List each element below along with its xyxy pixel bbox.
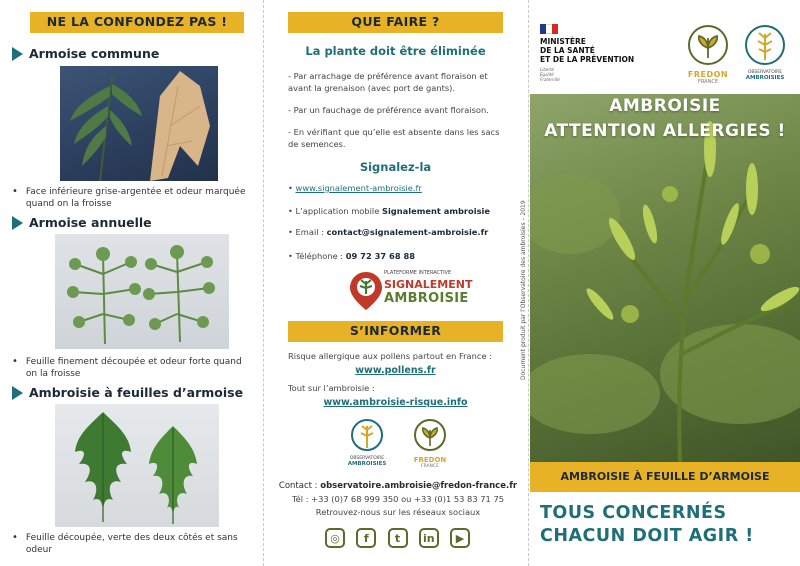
ministry-logo: MINISTÈRE DE LA SANTÉ ET DE LA PRÉVENTION Liberté Égalité Fraternité xyxy=(540,24,660,82)
signalement-ambroisie-logo: PLATEFORME INTERACTIVE SIGNALEMENT AMBROISIE xyxy=(346,266,466,312)
report-title: Signalez-la xyxy=(359,160,432,174)
action-banner: QUE FAIRE ? xyxy=(288,12,503,33)
observatoire-logo: OBSERVATOIRE AMBROISIES xyxy=(740,24,790,81)
armoise-commune-photo xyxy=(60,66,218,181)
fredon-logo-small: FREDON FRANCE xyxy=(408,418,452,470)
report-app-name: Signalement ambroisie xyxy=(381,206,490,216)
action-item: - Par un fauchage de préférence avant floraison. xyxy=(288,105,489,115)
ambroisie-leaf-photo xyxy=(55,404,219,527)
armoise-annuelle-photo xyxy=(55,234,229,349)
fredon-logo: FREDON FRANCE xyxy=(685,24,731,85)
linkedin-icon[interactable]: in xyxy=(419,528,439,548)
info-banner: S’INFORMER xyxy=(288,321,503,342)
report-phone-row: • Téléphone : 09 72 37 68 88 xyxy=(288,251,416,261)
contact-social-text: Retrouvez-nous sur les réseaux sociaux xyxy=(315,507,481,517)
observatoire-emblem-icon xyxy=(744,24,786,66)
triangle-marker-icon xyxy=(12,47,23,61)
social-icons-row xyxy=(325,528,470,548)
info-pollen-text: Risque allergique aux pollens partout en France : xyxy=(288,351,492,361)
item-description-armoise-annuelle: • Feuille finement découpée et odeur forte quand on la froisse xyxy=(12,356,242,379)
item-title: Armoise commune xyxy=(29,46,160,61)
facebook-icon[interactable]: f xyxy=(356,528,376,548)
report-app-row: • L’application mobile Signalement ambroisie xyxy=(288,206,490,216)
map-pin-icon xyxy=(348,270,384,312)
report-email[interactable]: contact@signalement-ambroisie.fr xyxy=(326,227,489,237)
triangle-marker-icon xyxy=(12,386,23,400)
report-phone: 09 72 37 68 88 xyxy=(345,251,416,261)
instagram-icon[interactable]: ◎ xyxy=(325,528,345,548)
contact-email[interactable]: observatoire.ambroisie@fredon-france.fr xyxy=(320,481,518,491)
slogan-line2: CHACUN DOIT AGIR ! xyxy=(540,526,754,546)
action-item: - Par arrachage de préférence avant floraison et avant la grenaison (avec port de gants). xyxy=(288,71,488,93)
youtube-icon[interactable]: ▶ xyxy=(450,528,470,548)
item-title: Ambroisie à feuilles d’armoise xyxy=(29,385,244,400)
item-heading-ambroisie xyxy=(12,385,243,400)
hero-title-line2: ATTENTION ALLERGIES ! xyxy=(544,121,786,141)
fredon-emblem-icon xyxy=(687,24,729,66)
report-email-row: • Email : contact@signalement-ambroisie.fr xyxy=(288,227,489,237)
contact-phone: Tél : +33 (0)7 68 999 350 ou +33 (0)1 53 83 71 75 xyxy=(291,494,505,504)
item-heading-armoise-annuelle xyxy=(12,215,152,230)
plant-caption: AMBROISIE À FEUILLE D’ARMOISE xyxy=(530,462,800,492)
confusion-banner: NE LA CONFONDEZ PAS ! xyxy=(30,12,244,33)
report-site-link[interactable]: www.signalement-ambroisie.fr xyxy=(295,183,422,193)
item-title: Armoise annuelle xyxy=(29,215,152,230)
action-title: La plante doit être éliminée xyxy=(305,44,486,58)
observatoire-emblem-icon xyxy=(350,418,384,452)
french-flag-icon xyxy=(540,24,558,34)
info-pollen-link[interactable]: www.pollens.fr xyxy=(355,365,436,376)
info-ambroisie-link[interactable]: www.ambroisie-risque.info xyxy=(323,397,468,408)
report-site-row: • www.signalement-ambroisie.fr xyxy=(288,183,422,193)
info-ambroisie-text: Tout sur l’ambroisie : xyxy=(288,383,375,393)
twitter-icon[interactable]: t xyxy=(388,528,408,548)
hero-title-line1: AMBROISIE xyxy=(609,96,721,116)
triangle-marker-icon xyxy=(12,216,23,230)
action-item: - En vérifiant que qu’elle est absente dans les sacs de semences. xyxy=(288,127,500,149)
slogan-line1: TOUS CONCERNÉS xyxy=(540,503,727,523)
fredon-emblem-icon xyxy=(413,418,447,452)
item-heading-armoise-commune xyxy=(12,46,159,61)
item-description-armoise-commune: • Face inférieure grise-argentée et odeur marquée quand on la froisse xyxy=(12,186,246,209)
ambroisie-hero-photo xyxy=(530,94,800,462)
contact-row: Contact : observatoire.ambroisie@fredon-france.fr xyxy=(278,481,518,491)
vertical-credit: Document produit par l’Observatoire des ambroisies – 2019 xyxy=(520,200,527,380)
observatoire-logo-small: OBSERVATOIRE AMBROISIES xyxy=(346,418,388,470)
item-description-ambroisie: • Feuille découpée, verte des deux côtés et sans odeur xyxy=(12,532,238,555)
